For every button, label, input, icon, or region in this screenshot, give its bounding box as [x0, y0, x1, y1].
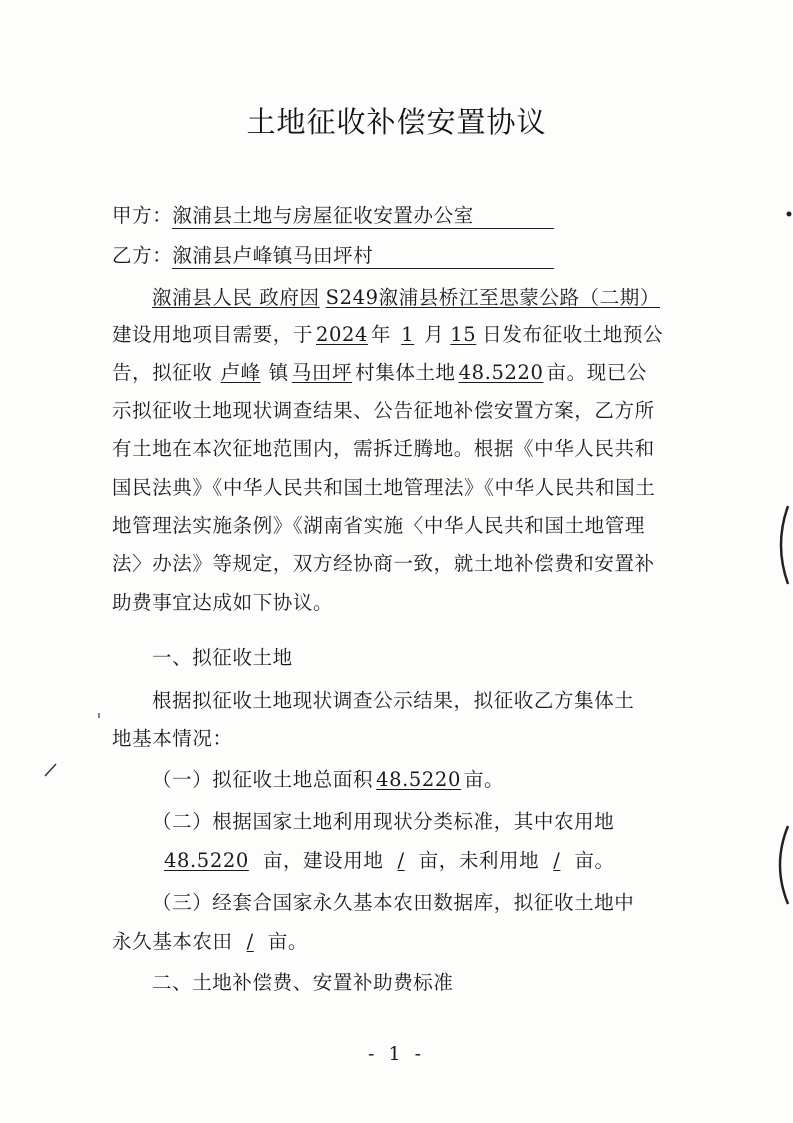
item-text: （一）拟征收土地总面积	[152, 768, 374, 791]
construction-area: /	[397, 849, 405, 872]
intro-line-7: 地管理法实施条例》《湖南省实施〈中华人民共和国土地管理	[112, 514, 645, 537]
intro-text: 月	[424, 323, 445, 346]
party-a-label: 甲方：	[112, 204, 173, 227]
item-3-line-1: （三）经套合国家永久基本农田数据库，拟征收土地中	[152, 891, 635, 914]
party-b-line	[112, 240, 672, 269]
intro-text: 告，拟征收	[112, 361, 213, 384]
intro-line-5: 有土地在本次征地范围内，需拆迁腾地。根据《中华人民共和	[112, 437, 655, 460]
project-name: S249溆浦县桥江至思蒙公路（二期）	[325, 286, 660, 309]
item-2-line-2	[112, 845, 672, 873]
basic-farmland-area: /	[246, 930, 254, 953]
item-text: 亩，未利用地	[418, 849, 540, 872]
scan-artifact-tick	[42, 760, 62, 780]
intro-line-9: 助费事宜达成如下协议。	[112, 591, 334, 614]
intro-text: 日发布征收土地预公	[482, 323, 664, 346]
item-1	[152, 764, 672, 792]
intro-line-8: 法〉办法》等规定，双方经协商一致，就土地补偿费和安置补	[112, 552, 655, 575]
intro-text: 亩。现已公	[546, 361, 648, 384]
scan-artifact-bracket-lower	[768, 820, 793, 910]
intro-text: 村集体土地	[355, 361, 456, 384]
farmland-area: 48.5220	[164, 849, 249, 872]
section-1-para-line-2: 地基本情况：	[112, 727, 233, 750]
page-number: - 1 -	[367, 1043, 425, 1065]
intro-line-6: 国民法典》《中华人民共和国土地管理法》《中华人民共和国土	[112, 476, 656, 499]
item-text: 亩。	[267, 930, 308, 953]
total-area: 48.5220	[376, 768, 461, 791]
party-b-name: 溆浦县卢峰镇马田坪村	[172, 240, 554, 269]
village-name: 马田坪	[291, 361, 353, 384]
item-2-line-1: （二）根据国家土地利用现状分类标准，其中农用地	[152, 810, 615, 833]
scan-artifact-bracket-upper	[770, 500, 793, 590]
intro-line-1	[152, 282, 672, 310]
item-text: 亩。	[574, 849, 615, 872]
town-name: 卢峰	[220, 361, 261, 384]
party-a-line	[112, 200, 672, 229]
land-area: 48.5220	[458, 361, 544, 384]
scan-artifact-dot	[785, 210, 793, 218]
party-a-name: 溆浦县土地与房屋征收安置办公室	[172, 200, 554, 229]
intro-line-2	[112, 319, 672, 347]
intro-line-4: 示拟征收土地现状调查结果、公告征地补偿安置方案，乙方所	[112, 399, 655, 422]
section-2-heading: 二、土地补偿费、安置补助费标准	[152, 971, 454, 994]
scan-artifact-speck	[96, 712, 102, 720]
intro-line-3	[112, 357, 672, 385]
document-title: 土地征收补偿安置协议	[246, 105, 547, 139]
intro-text: 年	[371, 323, 392, 346]
item-text: 永久基本农田	[112, 930, 233, 953]
unused-area: /	[553, 849, 561, 872]
item-text: 亩。	[463, 768, 505, 791]
announce-month: 1	[401, 323, 415, 346]
section-1-heading: 一、拟征收土地	[152, 646, 293, 669]
party-b-label: 乙方：	[112, 244, 173, 267]
announce-day: 15	[450, 323, 477, 346]
government-name: 溆浦县人民 政府因	[152, 286, 320, 309]
item-text: 亩，建设用地	[262, 849, 384, 872]
announce-year: 2024	[316, 323, 369, 346]
intro-text: 建设用地项目需要，于	[112, 323, 314, 346]
intro-text: 镇	[268, 361, 289, 384]
section-1-para-line-1: 根据拟征收土地现状调查公示结果，拟征收乙方集体土	[152, 689, 635, 712]
item-3-line-2	[112, 926, 672, 954]
